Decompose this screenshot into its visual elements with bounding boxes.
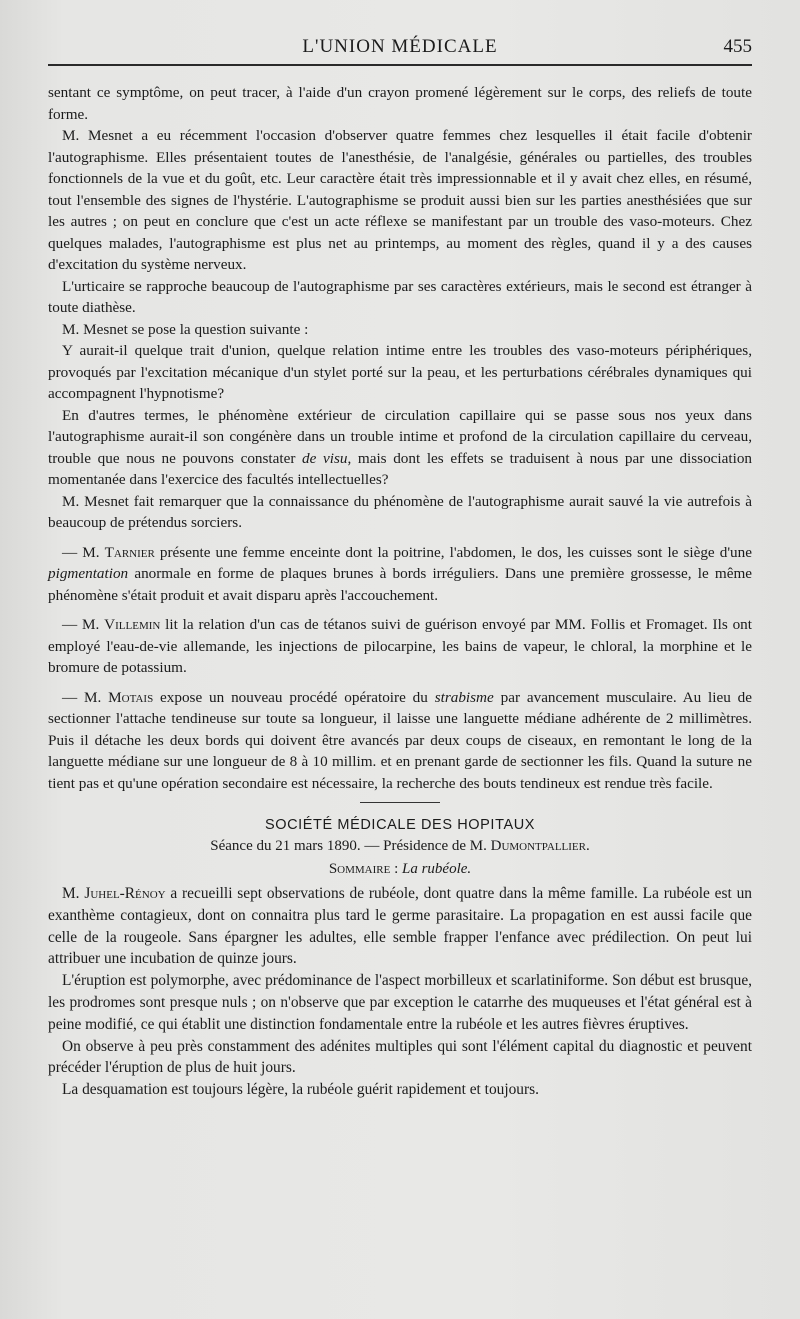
- header-rule: [48, 64, 752, 66]
- text-run: M. Mesnet se pose la question suivante :: [62, 320, 309, 338]
- seance-line: [48, 836, 752, 857]
- text-run: sentant ce symptôme, on peut tracer, à l'aide d'un crayon promené légèrement sur le corps, des reliefs de toute forme.: [48, 84, 752, 123]
- text-run: En d'autres termes, le phénomène extérieur de circulation capillaire qui se passe sous nos yeux dans l'autographisme aurait-il son congénère dans un trouble intime et profond de la circulation capillaire du cerveau, trouble que nous ne pouvons constater: [48, 406, 752, 467]
- person-name: Tarnier: [104, 543, 155, 561]
- text-run: L'éruption est polymorphe, avec prédominance de l'aspect morbilleux et scarlatiniforme. Son début est brusque, les prodromes sont presque nuls ; on n'observe que par exception le catarrhe des muqueuses et l'état général est à peine modifié, ce qui établit une distinction fondamentale entre la rubéole et les autres fièvres éruptives.: [48, 972, 752, 1033]
- italic-text: pigmentation: [48, 565, 129, 582]
- person-name: Motais: [108, 688, 154, 706]
- person-name: Juhel-Rénoy: [84, 885, 166, 902]
- text-run: expose un nouveau procédé opératoire du: [153, 688, 435, 706]
- section-title: SOCIÉTÉ MÉDICALE DES HOPITAUX: [264, 817, 536, 833]
- sommaire-topic: La rubéole.: [402, 861, 472, 877]
- paragraph: [48, 687, 752, 795]
- paragraph: [48, 125, 752, 276]
- italic-text: de visu: [302, 449, 348, 467]
- text-run: Y aurait-il quelque trait d'union, quelque relation intime entre les troubles des vaso-moteurs périphériques, provoqués par l'excitation mécanique d'un stylet porté sur la peau, et les perturbations cérébrales dynamiques qui accompagnent l'hypnotisme?: [48, 342, 752, 402]
- text-run: — M.: [62, 688, 109, 706]
- paragraph: [48, 1079, 752, 1101]
- text-run: L'urticaire se rapproche beaucoup de l'autographisme par ses caractères extérieurs, mais le second est étranger à toute diathèse.: [48, 277, 752, 316]
- article-body: [48, 64, 752, 794]
- italic-text: strabisme: [434, 688, 494, 706]
- text-run: M. Mesnet fait remarquer que la connaissance du phénomène de l'autographisme aurait sauvé la vie autrefois à beaucoup de prétendus sorciers.: [48, 492, 752, 531]
- person-name: Villemin: [104, 616, 161, 633]
- text-run: M.: [62, 885, 85, 902]
- section-separator: [360, 802, 440, 803]
- paragraph: [48, 883, 752, 970]
- running-title: L'UNION MÉDICALE: [302, 36, 498, 57]
- paragraph: [48, 405, 752, 491]
- president-name: Dumontpallier: [490, 838, 586, 854]
- text-run: présente une femme enceinte dont la poitrine, l'abdomen, le dos, les cuisses sont le siège d'une: [154, 543, 752, 561]
- text-run: — M.: [62, 543, 105, 561]
- seance-suffix: .: [585, 838, 590, 854]
- text-run: , mais dont les effets se traduisent à nous par une dissociation momentanée dans l'exercice des facultés intellectuelles?: [48, 449, 753, 488]
- text-run: La desquamation est toujours légère, la rubéole guérit rapidement et toujours.: [62, 1081, 539, 1099]
- text-run: On observe à peu près constamment des adénites multiples qui sont l'élément capital du diagnostic et peuvent précéder l'éruption de plus de huit jours.: [48, 1037, 752, 1077]
- paragraph: [48, 542, 752, 607]
- paragraph: [48, 614, 752, 679]
- text-run: a recueilli sept observations de rubéole, dont quatre dans la même famille. La rubéole est un exanthème contagieux, dont on connaitra plus tard le germe parasitaire. La propagation en est aussi facile que celle de la rougeole. Sans épargner les adultes, elle semble frapper l'enfance avec prédilection. On peut lui attribuer une incubation de quinze jours.: [48, 885, 752, 968]
- seance-prefix: Séance du 21 mars 1890. — Présidence de M.: [210, 838, 491, 854]
- page-number: 455: [723, 36, 752, 57]
- text-run: M. Mesnet a eu récemment l'occasion d'observer quatre femmes chez lesquelles il était facile d'obtenir l'autographisme. Elles présentaient toutes de l'anesthésie, de l'analgésie, générales ou partielles, des troubles fonctionnels de la vue et du goût, etc. Leur caractère était très impressionnable et il y avait chez elles, en résumé, tout l'ensemble des signes de l'hystérie. L'autographisme se produit aussi bien sur les parties anesthésiées que sur les autres ; on peut en conclure que c'est un acte réflexe se manifestant par un trouble des vaso-moteurs. Chez quelques malades, l'autographisme est plus net au printemps, au moment des règles, quand il y a des causes d'excitation du système nerveux.: [48, 127, 752, 273]
- paragraph: [48, 970, 752, 1035]
- paragraph: [48, 1036, 752, 1080]
- paragraph: [48, 82, 752, 125]
- sommaire-line: [48, 857, 752, 881]
- sommaire-separator: :: [390, 861, 402, 877]
- text-run: par avancement musculaire. Au lieu de sectionner l'attache tendineuse sur toute sa longueur, il laisse une languette médiane adhérente de 2 millimètres. Puis il détache les deux bords qui doivent être avancés par deux coups de ciseaux, en remontant le long de la languette médiane sur une longueur de 8 à 10 millim. et en prenant garde de sectionner les fils. Quand la suture ne tient pas et qu'une opération secondaire est nécessaire, la recherche des bouts tendineux est rendue très facile.: [48, 688, 752, 792]
- paragraph: [48, 340, 752, 405]
- sommaire-label: Sommaire: [328, 861, 391, 877]
- text-run: anormale en forme de plaques brunes à bords irréguliers. Dans une première grossesse, le même phénomène s'était produit et avait disparu après l'accouchement.: [48, 565, 752, 604]
- page-header: [48, 0, 752, 64]
- text-run: lit la relation d'un cas de tétanos suivi de guérison envoyé par MM. Follis et Fromaget. Ils ont employé l'eau-de-vie allemande, les injections de pilocarpine, les bains de vapeur, le chloral, la morphine et le bromure de potassium.: [48, 616, 752, 676]
- paragraph: [48, 319, 752, 341]
- section-body: [48, 883, 752, 1101]
- paragraph: [48, 276, 752, 319]
- text-run: — M.: [62, 616, 105, 633]
- paragraph: [48, 491, 752, 534]
